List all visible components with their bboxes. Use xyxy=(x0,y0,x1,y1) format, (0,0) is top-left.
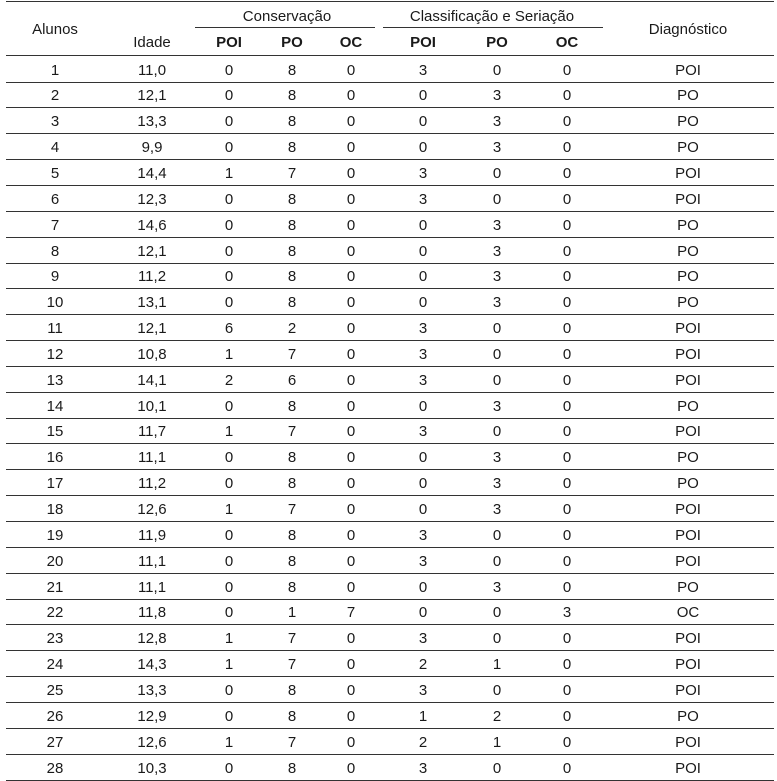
cell-clas-poi: 3 xyxy=(418,526,428,544)
row-separator xyxy=(6,392,774,393)
cell-cons-poi: 0 xyxy=(224,552,234,570)
cell-diagnostico: POI xyxy=(675,681,701,699)
cell-diagnostico: PO xyxy=(677,578,699,596)
cell-cons-poi: 1 xyxy=(224,423,234,441)
cell-diagnostico: POI xyxy=(675,630,701,648)
cell-cons-poi: 1 xyxy=(224,630,234,648)
cell-idade: 13,1 xyxy=(137,294,167,312)
cell-cons-po: 7 xyxy=(287,345,297,363)
row-separator xyxy=(6,728,774,729)
cell-cons-poi: 0 xyxy=(224,475,234,493)
header-alunos: Alunos xyxy=(32,21,78,38)
cell-clas-poi: 0 xyxy=(418,139,428,157)
cell-cons-poi: 1 xyxy=(224,164,234,182)
cell-aluno: 1 xyxy=(50,61,60,79)
cell-clas-oc: 0 xyxy=(562,397,572,415)
cell-clas-poi: 0 xyxy=(418,475,428,493)
cell-clas-po: 0 xyxy=(492,526,502,544)
cell-clas-oc: 0 xyxy=(562,759,572,777)
cell-cons-po: 8 xyxy=(287,242,297,260)
subheader-classificacao-po: PO xyxy=(486,34,508,51)
cell-cons-oc: 0 xyxy=(346,294,356,312)
cell-aluno: 2 xyxy=(50,87,60,105)
cell-diagnostico: POI xyxy=(675,371,701,389)
cell-diagnostico: PO xyxy=(677,397,699,415)
row-separator xyxy=(6,82,774,83)
cell-cons-po: 8 xyxy=(287,190,297,208)
cell-clas-po: 3 xyxy=(492,242,502,260)
cell-aluno: 28 xyxy=(46,759,64,777)
cell-cons-poi: 1 xyxy=(224,501,234,518)
cell-cons-po: 8 xyxy=(287,397,297,415)
cell-aluno: 21 xyxy=(46,578,64,596)
cell-aluno: 7 xyxy=(50,216,60,234)
cell-clas-po: 3 xyxy=(492,578,502,596)
cell-clas-po: 3 xyxy=(492,475,502,493)
cell-clas-poi: 3 xyxy=(418,164,428,182)
row-separator xyxy=(6,314,774,315)
cell-cons-oc: 0 xyxy=(346,423,356,441)
cell-cons-po: 7 xyxy=(287,164,297,182)
cell-cons-poi: 0 xyxy=(224,449,234,467)
cell-clas-po: 0 xyxy=(492,371,502,389)
cell-idade: 10,1 xyxy=(137,397,167,415)
cell-diagnostico: POI xyxy=(675,320,701,337)
cell-clas-poi: 3 xyxy=(418,423,428,441)
row-separator xyxy=(6,469,774,470)
cell-idade: 12,8 xyxy=(137,630,167,648)
cell-cons-po: 8 xyxy=(287,552,297,570)
cell-idade: 13,3 xyxy=(137,681,167,699)
cell-idade: 14,1 xyxy=(137,371,167,389)
cell-cons-poi: 0 xyxy=(224,681,234,699)
row-separator xyxy=(6,288,774,289)
cell-clas-po: 3 xyxy=(492,113,502,131)
cell-clas-poi: 3 xyxy=(418,681,428,699)
cell-idade: 12,1 xyxy=(137,242,167,260)
subheader-conservacao-po: PO xyxy=(281,34,303,51)
cell-idade: 11,9 xyxy=(137,526,167,544)
cell-idade: 10,8 xyxy=(137,345,167,363)
cell-diagnostico: POI xyxy=(675,345,701,363)
cell-aluno: 26 xyxy=(46,707,64,725)
cell-clas-poi: 2 xyxy=(418,733,428,751)
cell-diagnostico: POI xyxy=(675,61,701,79)
cell-cons-oc: 0 xyxy=(346,164,356,182)
cell-clas-oc: 0 xyxy=(562,371,572,389)
cell-diagnostico: PO xyxy=(677,139,699,157)
cell-diagnostico: OC xyxy=(676,604,700,622)
subheader-classificacao-poi: POI xyxy=(410,34,436,51)
cell-cons-po: 8 xyxy=(287,139,297,157)
cell-clas-oc: 0 xyxy=(562,216,572,234)
cell-clas-poi: 0 xyxy=(418,501,428,518)
cell-cons-poi: 0 xyxy=(224,216,234,234)
cell-aluno: 12 xyxy=(46,345,64,363)
subheader-conservacao-oc: OC xyxy=(339,34,363,51)
cell-diagnostico: POI xyxy=(675,423,701,441)
cell-clas-oc: 3 xyxy=(562,604,572,622)
cell-idade: 12,1 xyxy=(137,87,167,105)
cell-cons-oc: 0 xyxy=(346,61,356,79)
cell-clas-poi: 3 xyxy=(418,345,428,363)
row-separator xyxy=(6,107,774,108)
cell-clas-oc: 0 xyxy=(562,552,572,570)
cell-aluno: 9 xyxy=(50,268,60,286)
cell-aluno: 25 xyxy=(46,681,64,699)
cell-clas-po: 0 xyxy=(492,552,502,570)
cell-diagnostico: PO xyxy=(677,113,699,131)
row-separator xyxy=(6,159,774,160)
subheader-conservacao-poi: POI xyxy=(216,34,242,51)
cell-clas-oc: 0 xyxy=(562,707,572,725)
cell-clas-oc: 0 xyxy=(562,87,572,105)
row-separator xyxy=(6,599,774,600)
cell-clas-po: 0 xyxy=(492,164,502,182)
cell-cons-poi: 0 xyxy=(224,87,234,105)
cell-clas-poi: 1 xyxy=(418,707,428,725)
cell-cons-poi: 2 xyxy=(224,371,234,389)
cell-clas-po: 0 xyxy=(492,190,502,208)
row-separator xyxy=(6,263,774,264)
cell-idade: 12,9 xyxy=(137,707,167,725)
cell-diagnostico: PO xyxy=(677,294,699,312)
row-separator xyxy=(6,573,774,574)
cell-clas-oc: 0 xyxy=(562,242,572,260)
cell-idade: 12,1 xyxy=(137,320,167,337)
cell-cons-poi: 0 xyxy=(224,294,234,312)
cell-diagnostico: PO xyxy=(677,449,699,467)
cell-clas-poi: 0 xyxy=(418,216,428,234)
cell-cons-poi: 0 xyxy=(224,268,234,286)
cell-cons-oc: 0 xyxy=(346,526,356,544)
cell-aluno: 8 xyxy=(50,242,60,260)
group-rule-conservacao xyxy=(195,27,375,28)
row-separator xyxy=(6,780,774,781)
cell-aluno: 15 xyxy=(46,423,64,441)
cell-cons-poi: 0 xyxy=(224,707,234,725)
cell-diagnostico: POI xyxy=(675,526,701,544)
cell-cons-oc: 0 xyxy=(346,371,356,389)
cell-idade: 11,2 xyxy=(137,268,167,286)
row-separator xyxy=(6,418,774,419)
row-separator xyxy=(6,754,774,755)
cell-diagnostico: POI xyxy=(675,164,701,182)
row-separator xyxy=(6,676,774,677)
cell-clas-po: 0 xyxy=(492,604,502,622)
cell-cons-poi: 0 xyxy=(224,242,234,260)
header-diagnostico: Diagnóstico xyxy=(648,21,728,38)
cell-diagnostico: PO xyxy=(677,242,699,260)
cell-clas-po: 1 xyxy=(492,733,502,751)
cell-clas-po: 1 xyxy=(492,656,502,674)
cell-cons-oc: 0 xyxy=(346,707,356,725)
row-separator xyxy=(6,211,774,212)
header-bottom-rule xyxy=(6,55,774,56)
cell-clas-oc: 0 xyxy=(562,190,572,208)
cell-clas-po: 0 xyxy=(492,423,502,441)
row-separator xyxy=(6,521,774,522)
cell-cons-po: 8 xyxy=(287,113,297,131)
cell-cons-poi: 0 xyxy=(224,397,234,415)
cell-clas-oc: 0 xyxy=(562,578,572,596)
cell-clas-po: 3 xyxy=(492,449,502,467)
table-top-rule xyxy=(6,1,774,2)
cell-cons-poi: 0 xyxy=(224,526,234,544)
cell-diagnostico: POI xyxy=(675,733,701,751)
cell-cons-po: 8 xyxy=(287,759,297,777)
cell-clas-oc: 0 xyxy=(562,681,572,699)
cell-cons-oc: 0 xyxy=(346,578,356,596)
cell-aluno: 20 xyxy=(46,552,64,570)
cell-idade: 11,1 xyxy=(137,449,167,467)
cell-clas-oc: 0 xyxy=(562,139,572,157)
row-separator xyxy=(6,237,774,238)
row-separator xyxy=(6,340,774,341)
cell-diagnostico: PO xyxy=(677,707,699,725)
cell-cons-po: 7 xyxy=(287,423,297,441)
cell-cons-po: 8 xyxy=(287,526,297,544)
cell-clas-po: 3 xyxy=(492,139,502,157)
cell-aluno: 27 xyxy=(46,733,64,751)
group-rule-classificacao xyxy=(383,27,603,28)
cell-aluno: 18 xyxy=(46,501,64,518)
cell-clas-oc: 0 xyxy=(562,733,572,751)
cell-cons-po: 8 xyxy=(287,87,297,105)
cell-idade: 14,6 xyxy=(137,216,167,234)
cell-cons-oc: 0 xyxy=(346,87,356,105)
cell-clas-poi: 3 xyxy=(418,552,428,570)
cell-cons-po: 7 xyxy=(287,501,297,518)
cell-clas-oc: 0 xyxy=(562,113,572,131)
cell-clas-oc: 0 xyxy=(562,61,572,79)
cell-cons-po: 7 xyxy=(287,630,297,648)
cell-clas-po: 3 xyxy=(492,397,502,415)
cell-cons-oc: 0 xyxy=(346,268,356,286)
cell-cons-po: 8 xyxy=(287,475,297,493)
cell-cons-oc: 0 xyxy=(346,656,356,674)
cell-cons-oc: 0 xyxy=(346,501,356,518)
cell-cons-poi: 0 xyxy=(224,139,234,157)
cell-clas-po: 3 xyxy=(492,501,502,518)
cell-clas-oc: 0 xyxy=(562,320,572,337)
cell-clas-oc: 0 xyxy=(562,475,572,493)
cell-clas-po: 0 xyxy=(492,759,502,777)
cell-cons-oc: 0 xyxy=(346,759,356,777)
cell-cons-poi: 1 xyxy=(224,345,234,363)
cell-cons-oc: 0 xyxy=(346,242,356,260)
cell-cons-oc: 0 xyxy=(346,345,356,363)
cell-cons-po: 8 xyxy=(287,294,297,312)
cell-idade: 11,7 xyxy=(137,423,167,441)
row-separator xyxy=(6,133,774,134)
cell-clas-po: 0 xyxy=(492,630,502,648)
cell-aluno: 24 xyxy=(46,656,64,674)
cell-cons-poi: 1 xyxy=(224,733,234,751)
cell-clas-poi: 3 xyxy=(418,630,428,648)
cell-aluno: 16 xyxy=(46,449,64,467)
cell-clas-poi: 3 xyxy=(418,320,428,337)
cell-cons-po: 2 xyxy=(287,320,297,337)
row-separator xyxy=(6,650,774,651)
cell-clas-oc: 0 xyxy=(562,423,572,441)
cell-clas-oc: 0 xyxy=(562,656,572,674)
cell-clas-oc: 0 xyxy=(562,164,572,182)
cell-cons-poi: 0 xyxy=(224,61,234,79)
cell-aluno: 17 xyxy=(46,475,64,493)
cell-clas-oc: 0 xyxy=(562,345,572,363)
cell-cons-oc: 0 xyxy=(346,190,356,208)
cell-clas-poi: 2 xyxy=(418,656,428,674)
cell-clas-po: 2 xyxy=(492,707,502,725)
cell-idade: 13,3 xyxy=(137,113,167,131)
row-separator xyxy=(6,547,774,548)
cell-cons-oc: 0 xyxy=(346,733,356,751)
row-separator xyxy=(6,366,774,367)
cell-clas-oc: 0 xyxy=(562,526,572,544)
cell-cons-po: 8 xyxy=(287,216,297,234)
cell-cons-oc: 0 xyxy=(346,552,356,570)
cell-aluno: 19 xyxy=(46,526,64,544)
cell-cons-po: 7 xyxy=(287,733,297,751)
cell-cons-po: 7 xyxy=(287,656,297,674)
cell-idade: 12,3 xyxy=(137,190,167,208)
cell-cons-poi: 1 xyxy=(224,656,234,674)
cell-cons-oc: 0 xyxy=(346,320,356,337)
cell-clas-poi: 3 xyxy=(418,61,428,79)
cell-clas-poi: 0 xyxy=(418,604,428,622)
cell-idade: 11,2 xyxy=(137,475,167,493)
cell-diagnostico: PO xyxy=(677,87,699,105)
cell-clas-poi: 3 xyxy=(418,371,428,389)
cell-aluno: 10 xyxy=(46,294,64,312)
cell-clas-poi: 0 xyxy=(418,113,428,131)
cell-clas-po: 3 xyxy=(492,294,502,312)
cell-clas-oc: 0 xyxy=(562,449,572,467)
cell-diagnostico: POI xyxy=(675,190,701,208)
cell-cons-po: 8 xyxy=(287,61,297,79)
cell-cons-oc: 0 xyxy=(346,630,356,648)
cell-aluno: 3 xyxy=(50,113,60,131)
cell-cons-oc: 0 xyxy=(346,139,356,157)
cell-aluno: 14 xyxy=(46,397,64,415)
cell-diagnostico: POI xyxy=(675,552,701,570)
cell-cons-poi: 0 xyxy=(224,578,234,596)
cell-idade: 10,3 xyxy=(137,759,167,777)
cell-cons-oc: 0 xyxy=(346,681,356,699)
cell-clas-poi: 0 xyxy=(418,87,428,105)
cell-clas-oc: 0 xyxy=(562,294,572,312)
cell-clas-poi: 0 xyxy=(418,578,428,596)
cell-diagnostico: PO xyxy=(677,475,699,493)
cell-idade: 11,1 xyxy=(137,578,167,596)
cell-clas-po: 0 xyxy=(492,320,502,337)
cell-cons-po: 6 xyxy=(287,371,297,389)
cell-cons-po: 8 xyxy=(287,578,297,596)
cell-idade: 11,1 xyxy=(137,552,167,570)
row-separator xyxy=(6,702,774,703)
row-separator xyxy=(6,495,774,496)
cell-clas-po: 0 xyxy=(492,681,502,699)
cell-clas-poi: 0 xyxy=(418,294,428,312)
cell-diagnostico: PO xyxy=(677,216,699,234)
cell-cons-poi: 0 xyxy=(224,190,234,208)
cell-idade: 12,6 xyxy=(137,733,167,751)
cell-clas-po: 3 xyxy=(492,268,502,286)
cell-idade: 11,8 xyxy=(137,604,167,622)
header-group-conservacao: Conservação xyxy=(242,8,332,25)
cell-clas-poi: 3 xyxy=(418,190,428,208)
cell-cons-oc: 0 xyxy=(346,113,356,131)
cell-idade: 14,4 xyxy=(137,164,167,182)
row-separator xyxy=(6,185,774,186)
row-separator xyxy=(6,624,774,625)
cell-cons-po: 1 xyxy=(287,604,297,622)
cell-aluno: 13 xyxy=(46,371,64,389)
cell-clas-oc: 0 xyxy=(562,268,572,286)
cell-cons-oc: 0 xyxy=(346,216,356,234)
cell-clas-poi: 0 xyxy=(418,268,428,286)
cell-cons-po: 8 xyxy=(287,449,297,467)
cell-idade: 11,0 xyxy=(137,61,167,79)
cell-clas-po: 3 xyxy=(492,216,502,234)
cell-clas-po: 0 xyxy=(492,345,502,363)
cell-diagnostico: PO xyxy=(677,268,699,286)
cell-cons-oc: 0 xyxy=(346,449,356,467)
cell-clas-oc: 0 xyxy=(562,630,572,648)
cell-diagnostico: POI xyxy=(675,501,701,518)
subheader-classificacao-oc: OC xyxy=(555,34,579,51)
row-separator xyxy=(6,443,774,444)
cell-cons-po: 8 xyxy=(287,268,297,286)
cell-aluno: 22 xyxy=(46,604,64,622)
cell-clas-poi: 0 xyxy=(418,397,428,415)
header-idade: Idade xyxy=(133,34,171,51)
cell-clas-po: 3 xyxy=(492,87,502,105)
cell-idade: 14,3 xyxy=(137,656,167,674)
cell-clas-poi: 0 xyxy=(418,242,428,260)
cell-cons-oc: 0 xyxy=(346,475,356,493)
cell-aluno: 23 xyxy=(46,630,64,648)
cell-cons-poi: 6 xyxy=(224,320,234,337)
cell-aluno: 6 xyxy=(50,190,60,208)
cell-aluno: 4 xyxy=(50,139,60,157)
cell-cons-po: 8 xyxy=(287,707,297,725)
cell-cons-oc: 7 xyxy=(346,604,356,622)
cell-clas-poi: 0 xyxy=(418,449,428,467)
cell-cons-poi: 0 xyxy=(224,759,234,777)
cell-cons-oc: 0 xyxy=(346,397,356,415)
cell-diagnostico: POI xyxy=(675,656,701,674)
header-group-classificacao: Classificação e Seriação xyxy=(409,8,575,25)
cell-clas-poi: 3 xyxy=(418,759,428,777)
cell-cons-po: 8 xyxy=(287,681,297,699)
cell-diagnostico: POI xyxy=(675,759,701,777)
cell-clas-oc: 0 xyxy=(562,501,572,518)
cell-idade: 12,6 xyxy=(137,501,167,518)
cell-aluno: 11 xyxy=(47,320,63,337)
cell-aluno: 5 xyxy=(50,164,60,182)
cell-clas-po: 0 xyxy=(492,61,502,79)
cell-cons-poi: 0 xyxy=(224,113,234,131)
cell-idade: 9,9 xyxy=(141,139,163,157)
cell-cons-poi: 0 xyxy=(224,604,234,622)
